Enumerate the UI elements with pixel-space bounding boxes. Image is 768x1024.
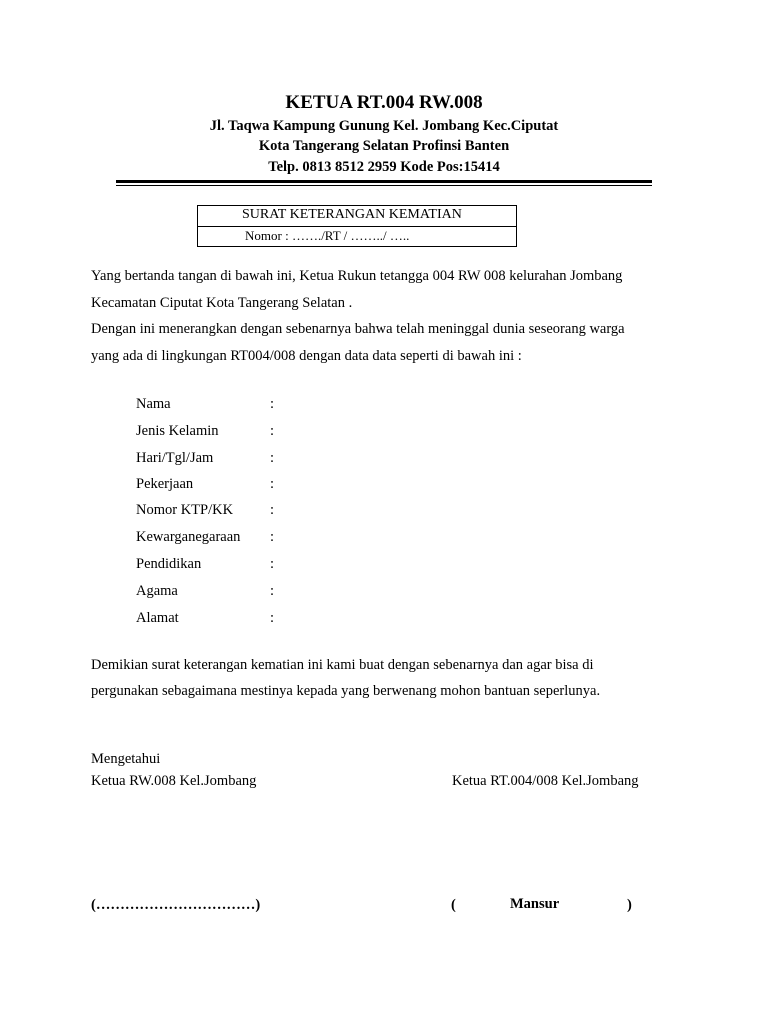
rt-signatory-title: Ketua RT.004/008 Kel.Jombang: [452, 773, 639, 789]
field-colon: :: [270, 556, 275, 572]
field-label-kewarganegaraan: Kewarganegaraan: [136, 529, 241, 545]
intro-line-2: Kecamatan Ciputat Kota Tangerang Selatan .: [91, 295, 353, 311]
rw-signature-name-blank: (……………………………): [91, 897, 261, 913]
letter-box-divider: [198, 226, 516, 227]
closing-line-1: Demikian surat keterangan kematian ini kami buat dengan sebenarnya dan agar bisa di: [91, 657, 594, 673]
rw-signatory-title: Ketua RW.008 Kel.Jombang: [91, 773, 257, 789]
letter-title-box: [197, 205, 517, 247]
field-colon: :: [270, 610, 275, 626]
field-label-alamat: Alamat: [136, 610, 179, 626]
field-label-nama: Nama: [136, 396, 171, 412]
field-label-nomor-ktp-kk: Nomor KTP/KK: [136, 502, 234, 518]
letterhead-divider-thin: [116, 185, 652, 186]
field-colon: :: [270, 502, 275, 518]
field-label-hari-tgl-jam: Hari/Tgl/Jam: [136, 450, 214, 466]
letter-number: Nomor : ……./RT / ……../ …..: [245, 228, 410, 243]
letterhead-address: Jl. Taqwa Kampung Gunung Kel. Jombang Kec.Ciputat: [209, 118, 559, 134]
closing-line-2: pergunakan sebagaimana mestinya kepada yang berwenang mohon bantuan seperlunya.: [91, 683, 601, 699]
field-colon: :: [270, 529, 275, 545]
intro-line-3: Dengan ini menerangkan dengan sebenarnya bahwa telah meninggal dunia seseorang warga: [91, 321, 625, 337]
field-label-agama: Agama: [136, 583, 178, 599]
field-label-jenis-kelamin: Jenis Kelamin: [136, 423, 219, 439]
field-label-pekerjaan: Pekerjaan: [136, 476, 194, 492]
field-label-pendidikan: Pendidikan: [136, 556, 202, 572]
field-colon: :: [270, 396, 275, 412]
rt-signature-name: Mansur: [510, 896, 560, 912]
intro-line-4: yang ada di lingkungan RT004/008 dengan data data seperti di bawah ini :: [91, 348, 522, 364]
acknowledged-label: Mengetahui: [91, 751, 161, 767]
field-colon: :: [270, 423, 275, 439]
intro-line-1: Yang bertanda tangan di bawah ini, Ketua Rukun tetangga 004 RW 008 kelurahan Jombang: [91, 268, 623, 284]
field-colon: :: [270, 450, 275, 466]
letterhead-title: KETUA RT.004 RW.008: [285, 92, 483, 113]
letterhead-contact: Telp. 0813 8512 2959 Kode Pos:15414: [268, 159, 500, 175]
letterhead-divider-thick: [116, 180, 652, 183]
rt-signature-open-paren: (: [451, 897, 456, 913]
field-colon: :: [270, 476, 275, 492]
letterhead-city: Kota Tangerang Selatan Profinsi Banten: [258, 138, 510, 154]
rt-signature-close-paren: ): [627, 897, 632, 913]
letter-title: SURAT KETERANGAN KEMATIAN: [242, 207, 462, 222]
field-colon: :: [270, 583, 275, 599]
